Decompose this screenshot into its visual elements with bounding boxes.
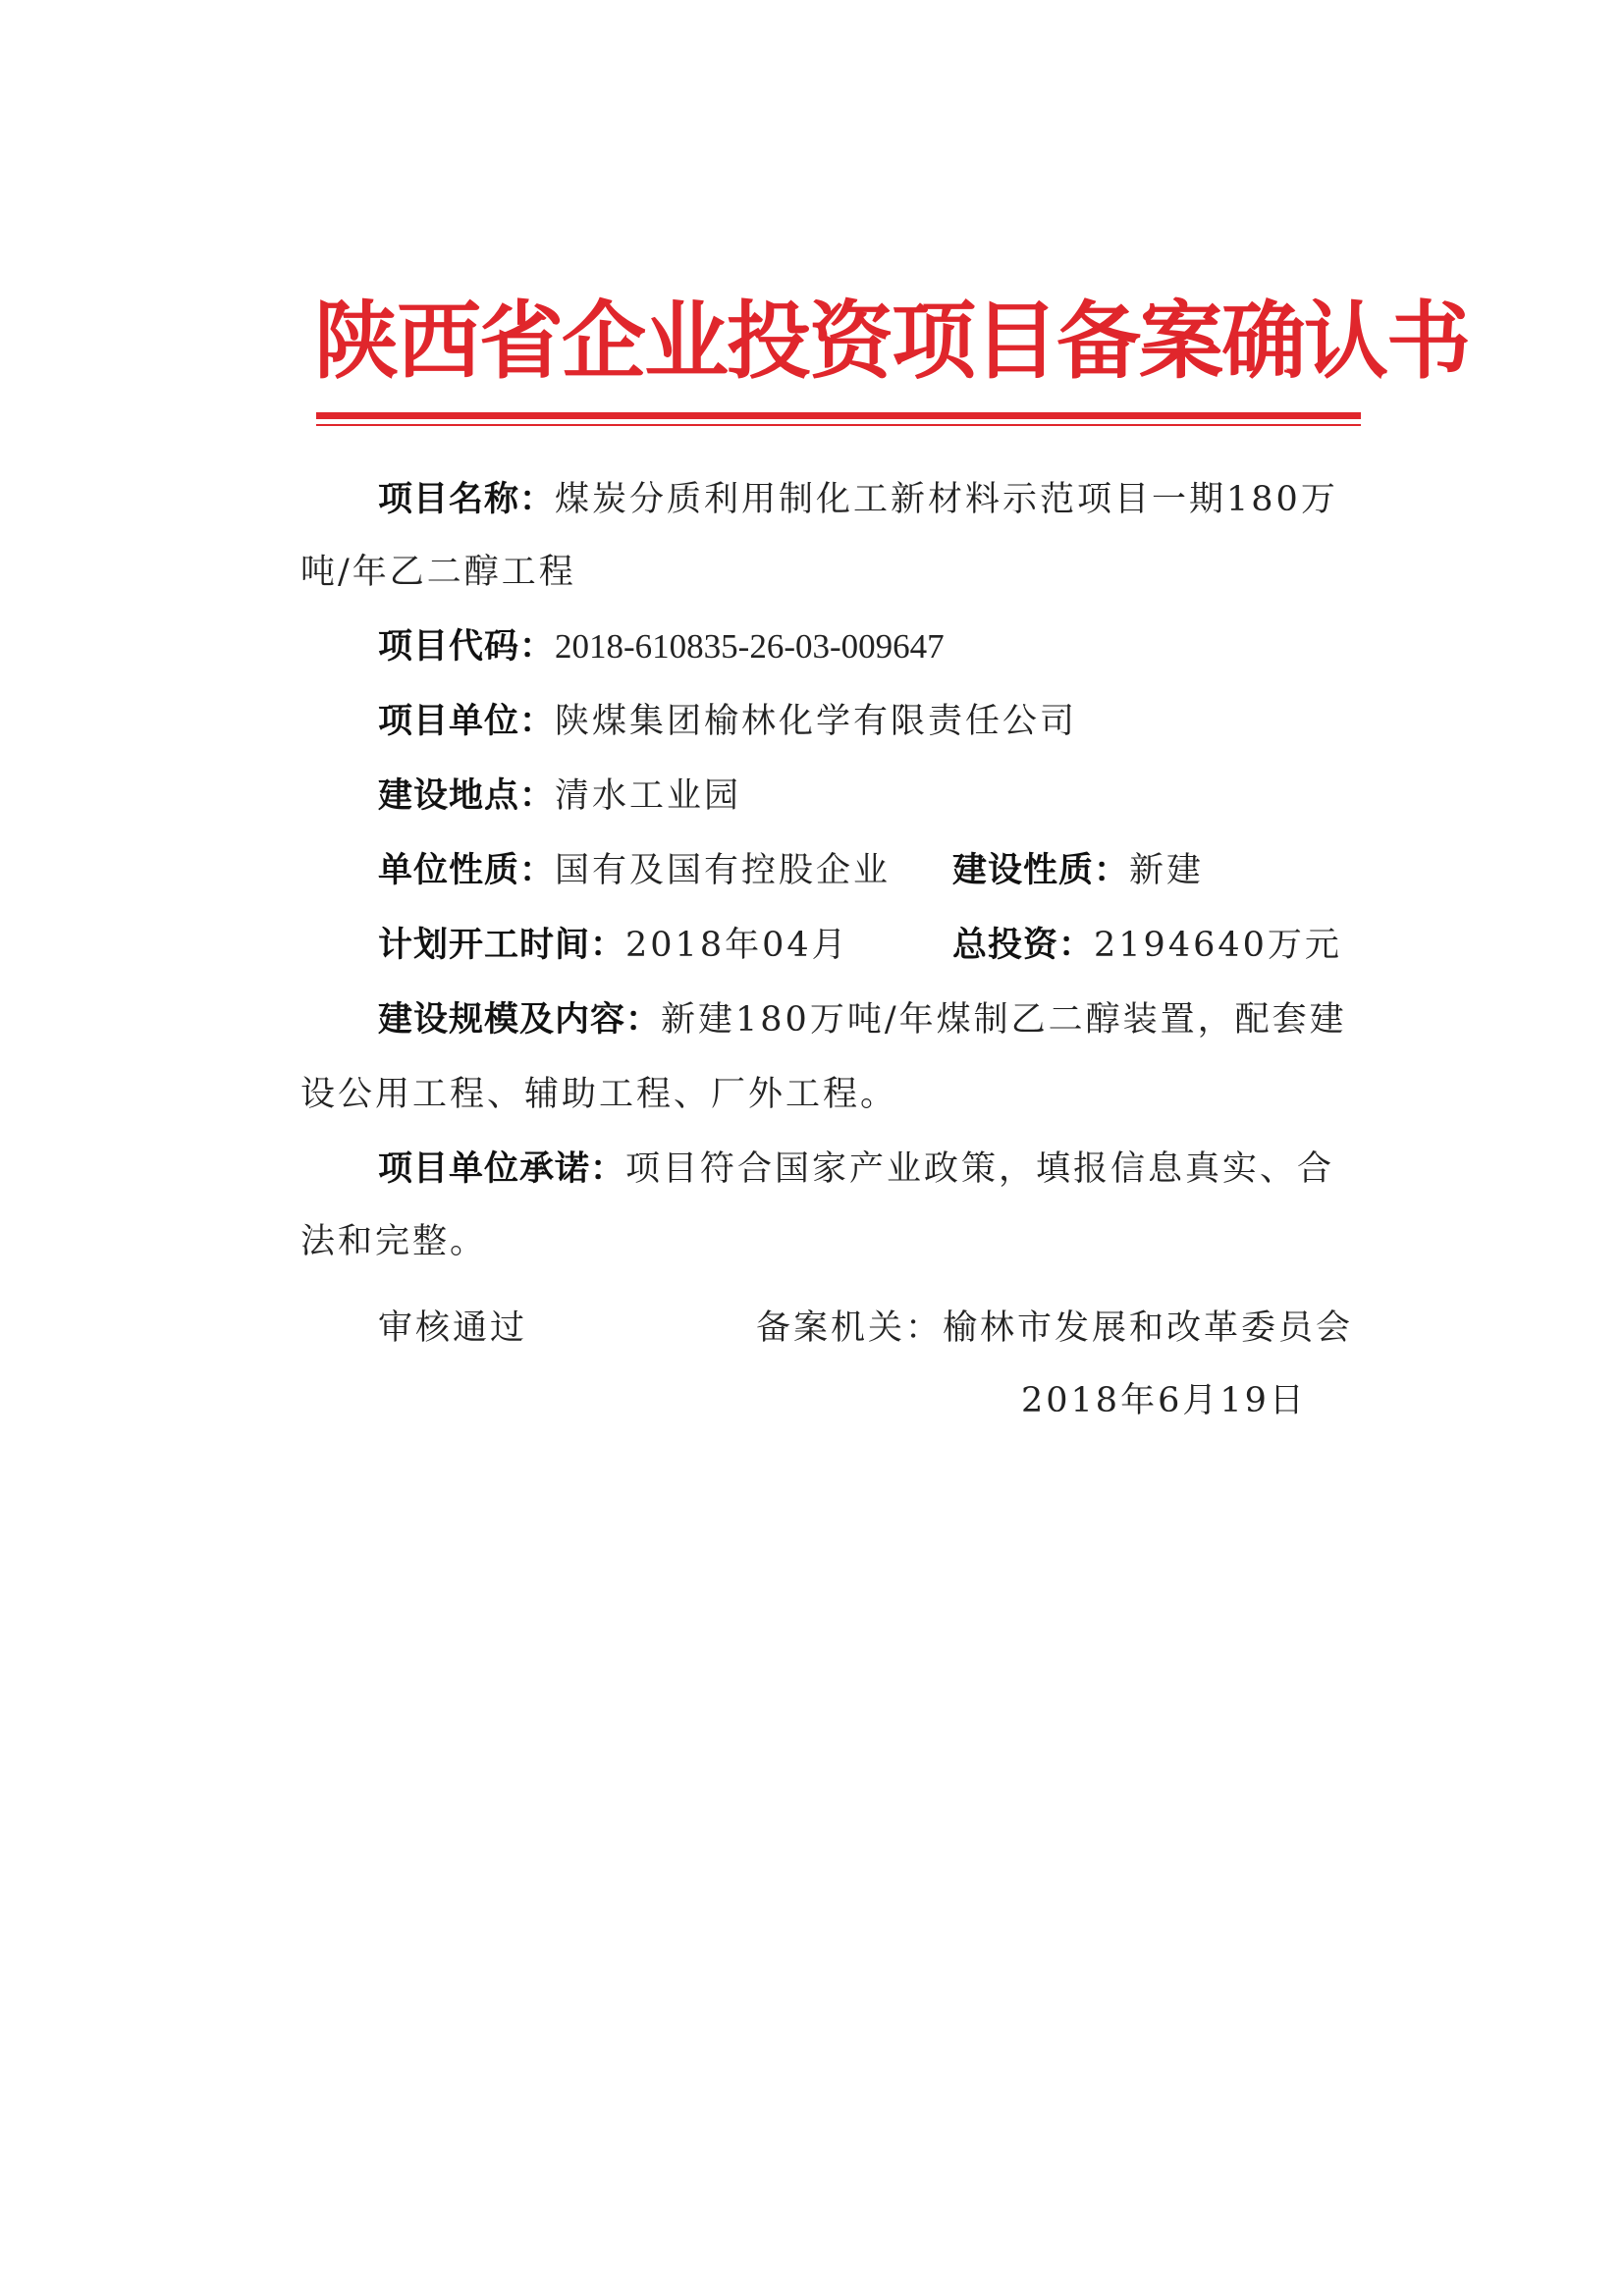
filing-authority-row [756,1304,1353,1353]
planned-start-value: 2018年04月 [625,926,849,965]
construction-nature-value: 新建 [1129,851,1205,890]
project-name-value-continued: 吨/年乙二醇工程 [300,553,576,592]
project-unit-row [378,697,1077,746]
title-divider-thin [316,424,1361,426]
project-code-row [378,622,945,671]
scale-label: 建设规模及内容： [378,1000,662,1040]
unit-nature-row [378,846,891,895]
scale-row-continued [300,1070,897,1119]
project-unit-value: 陕煤集团榆林化学有限责任公司 [555,702,1078,741]
construction-nature-row [952,846,1204,895]
project-name-row-continued [300,548,576,597]
filing-date: 2018年6月19日 [1021,1381,1307,1420]
total-investment-row [952,921,1342,970]
project-code-label: 项目代码： [378,627,556,667]
approval-status: 审核通过 [378,1308,528,1348]
planned-start-label: 计划开工时间： [378,926,626,965]
commitment-value-continued: 法和完整。 [300,1222,488,1261]
scale-row [378,995,1347,1044]
commitment-row-continued [300,1217,487,1266]
project-name-row [378,475,1338,524]
date-row [1021,1376,1307,1425]
location-row [378,772,741,821]
location-label: 建设地点： [378,776,556,816]
total-investment-label: 总投资： [952,926,1095,965]
construction-nature-label: 建设性质： [952,851,1130,890]
document-title: 陕西省企业投资项目备案确认书 [314,293,1469,391]
project-code-value: 2018-610835-26-03-009647 [555,627,945,666]
commitment-value: 项目符合国家产业政策，填报信息真实、合 [625,1149,1335,1189]
filing-authority: 备案机关：榆林市发展和改革委员会 [756,1308,1354,1348]
project-name-value: 煤炭分质利用制化工新材料示范项目一期180万 [555,480,1338,519]
planned-start-row [378,921,849,970]
approval-status-row [378,1304,527,1353]
unit-nature-label: 单位性质： [378,851,556,890]
scale-value: 新建180万吨/年煤制乙二醇装置，配套建 [661,1000,1347,1040]
total-investment-value: 2194640万元 [1094,926,1342,965]
location-value: 清水工业园 [555,776,742,816]
project-name-label: 项目名称： [378,480,556,519]
project-unit-label: 项目单位： [378,702,556,741]
commitment-label: 项目单位承诺： [378,1149,626,1189]
scale-value-continued: 设公用工程、辅助工程、厂外工程。 [300,1075,898,1114]
unit-nature-value: 国有及国有控股企业 [555,851,892,890]
commitment-row [378,1145,1334,1194]
title-divider-thick [316,412,1361,419]
